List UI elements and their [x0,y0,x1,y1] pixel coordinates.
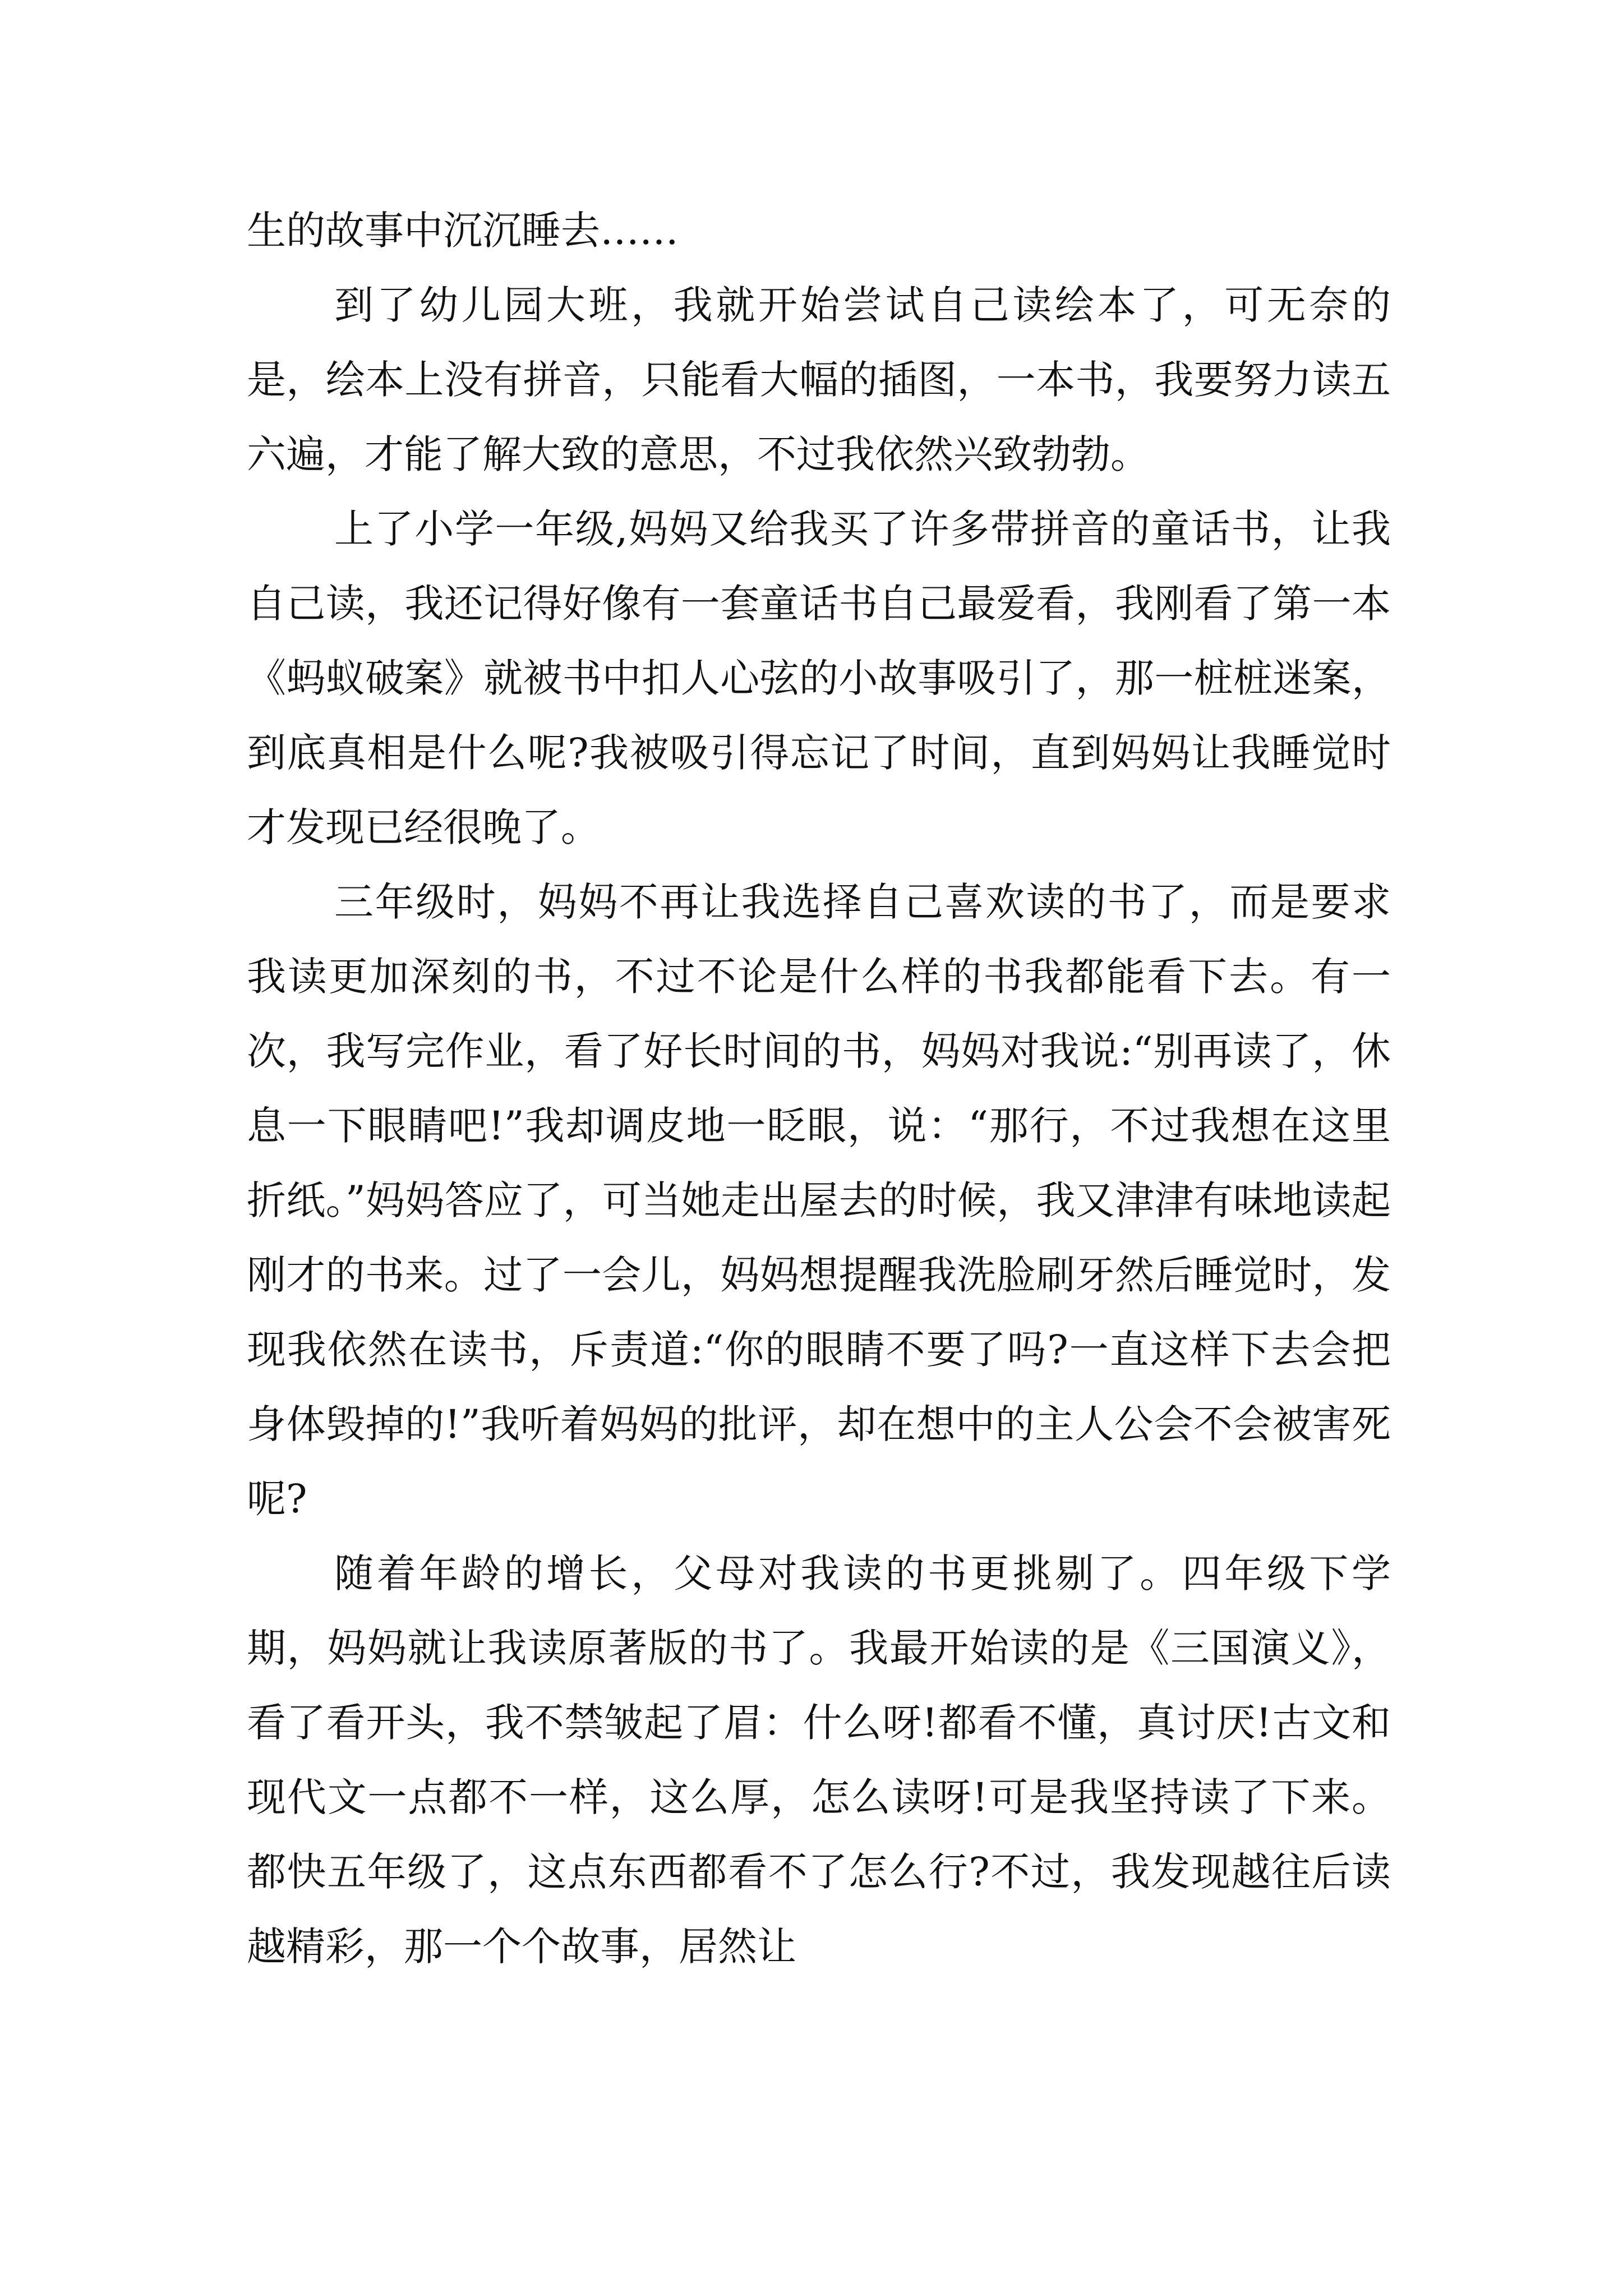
paragraph-fourth-grade: 随着年龄的增长，父母对我读的书更挑剔了。四年级下学期，妈妈就让我读原著版的书了。我最开始读的是《三国演义》，看了看开头，我不禁皱起了眉：什么呀!都看不懂，真讨厌!古文和现代文一点都不一样，这么厚，怎么读呀!可是我坚持读了下来。都快五年级了，这点东西都看不了怎么行?不过，我发现越往后读越精彩，那一个个故事，居然让 [247,1550,1391,1970]
paragraph-first-grade: 上了小学一年级,妈妈又给我买了许多带拼音的童话书，让我自己读，我还记得好像有一套童话书自己最爱看，我刚看了第一本《蚂蚁破案》就被书中扣人心弦的小故事吸引了，那一桩桩迷案，到底真相是什么呢?我被吸引得忘记了时间，直到妈妈让我睡觉时才发现已经很晚了。 [247,506,1391,850]
paragraph-third-grade: 三年级时，妈妈不再让我选择自己喜欢读的书了，而是要求我读更加深刻的书，不过不论是什么样的书我都能看下去。有一次，我写完作业，看了好长时间的书，妈妈对我说:“别再读了，休息一下眼睛吧!”我却调皮地一眨眼，说：“那行，不过我想在这里折纸。”妈妈答应了，可当她走出屋去的时候，我又津津有味地读起刚才的书来。过了一会儿，妈妈想提醒我洗脸刷牙然后睡觉时，发现我依然在读书，斥责道:“你的眼睛不要了吗?一直这样下去会把身体毁掉的!”我听着妈妈的批评，却在想中的主人公会不会被害死呢? [247,879,1391,1522]
paragraph-kindergarten: 到了幼儿园大班，我就开始尝试自己读绘本了，可无奈的是，绘本上没有拼音，只能看大幅的插图，一本书，我要努力读五六遍，才能了解大致的意思，不过我依然兴致勃勃。 [247,282,1391,477]
document-body [247,194,1391,1984]
paragraph-continued: 生的故事中沉沉睡去…… [247,208,679,254]
